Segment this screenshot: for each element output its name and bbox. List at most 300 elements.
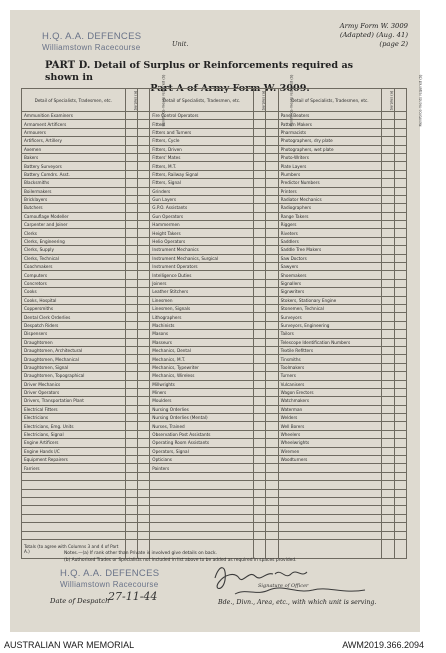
- specialist-name: Fitters: [150, 120, 254, 128]
- surplus-cell: [253, 481, 265, 489]
- specialist-name: Drivers, Transportation Plant: [22, 397, 126, 405]
- reinforcement-cell: [394, 456, 406, 464]
- reinforcement-cell: [394, 162, 406, 170]
- specialist-name: Clerks: [22, 229, 126, 237]
- table-row: [22, 170, 407, 178]
- table-row: [22, 355, 407, 363]
- reinforcement-cell: [137, 153, 149, 161]
- reinforcement-cell: [266, 380, 278, 388]
- surplus-cell: [382, 514, 394, 522]
- specialist-name: Artificers, Artillery: [22, 137, 126, 145]
- specialist-name: Turners: [278, 372, 382, 380]
- reinforcement-cell: [394, 137, 406, 145]
- surplus-cell: [253, 430, 265, 438]
- surplus-cell: [382, 187, 394, 195]
- reinforcement-cell: [266, 128, 278, 136]
- specialist-name: Telescope Identification Numbers: [278, 338, 382, 346]
- surplus-cell: [382, 271, 394, 279]
- reinforcement-cell: [266, 523, 278, 531]
- reinforcement-cell: [266, 179, 278, 187]
- surplus-cell: [382, 221, 394, 229]
- specialist-name: Printers: [278, 187, 382, 195]
- reinforcement-cell: [394, 430, 406, 438]
- surplus-cell: [125, 296, 137, 304]
- surplus-cell: [125, 195, 137, 203]
- specialist-name: [278, 514, 382, 522]
- surplus-cell: [125, 321, 137, 329]
- specialist-name: Height Takers: [150, 229, 254, 237]
- specialist-name: [150, 489, 254, 497]
- reinforcement-cell: [266, 531, 278, 539]
- table-row: [22, 388, 407, 396]
- reinforcement-cell: [266, 405, 278, 413]
- reinforcement-cell: [394, 212, 406, 220]
- reinforcement-cell: [394, 128, 406, 136]
- surplus-cell: [253, 422, 265, 430]
- reinforcement-cell: [394, 288, 406, 296]
- reinforcement-cell: [394, 112, 406, 120]
- surplus-cell: [382, 456, 394, 464]
- table-row: [22, 271, 407, 279]
- specialist-name: Vulcanisers: [278, 380, 382, 388]
- table-row: [22, 338, 407, 346]
- surplus-cell: [125, 128, 137, 136]
- reinforcement-cell: [394, 120, 406, 128]
- reinforcement-cell: [266, 279, 278, 287]
- specialist-name: Toolmakers: [278, 363, 382, 371]
- reinforcement-cell: [394, 497, 406, 505]
- reinforcement-cell: [137, 456, 149, 464]
- table-row: [22, 279, 407, 287]
- surplus-cell: [382, 304, 394, 312]
- reinforcement-cell: [266, 330, 278, 338]
- unit-stamp-line1: H.Q. A.A. DEFENCES: [42, 31, 142, 42]
- reinforcement-cell: [137, 246, 149, 254]
- reinforcement-cell: [137, 237, 149, 245]
- specialist-name: Tinsmiths: [278, 355, 382, 363]
- surplus-cell: [125, 489, 137, 497]
- surplus-cell: [253, 439, 265, 447]
- title-line2: Part A of Army Form W. 3009.: [150, 83, 310, 94]
- surplus-cell: [253, 514, 265, 522]
- surplus-cell: [382, 237, 394, 245]
- reinforcement-cell: [137, 304, 149, 312]
- note-b: (b) Authorised Trades or Specialists not included in list above to be added as required in spaces provided.: [64, 558, 297, 563]
- surplus-cell: [125, 330, 137, 338]
- reinforcement-cell: [137, 506, 149, 514]
- specialist-name: [278, 531, 382, 539]
- specialist-name: Engine Hands I/C: [22, 447, 126, 455]
- reinforcement-cell: [394, 422, 406, 430]
- signature-caption: Signature of Officer: [258, 583, 309, 589]
- specialist-name: Electricians, Signal: [22, 430, 126, 438]
- specialist-name: Saddlers: [278, 237, 382, 245]
- reinforcement-cell: [266, 187, 278, 195]
- reinforcement-cell: [266, 313, 278, 321]
- specialist-name: [150, 472, 254, 480]
- surplus-cell: [382, 439, 394, 447]
- reinforcement-cell: [266, 271, 278, 279]
- reinforcement-cell: [394, 523, 406, 531]
- footer-stamp-line2: Williamstown Racecourse: [60, 580, 159, 589]
- specialist-name: Joiners: [150, 279, 254, 287]
- specialist-name: [278, 472, 382, 480]
- surplus-cell: [253, 531, 265, 539]
- surplus-cell: [125, 464, 137, 472]
- surplus-cell: [253, 363, 265, 371]
- reinforcement-cell: [137, 380, 149, 388]
- reinforcement-cell: [266, 112, 278, 120]
- reinforcement-cell: [394, 506, 406, 514]
- reinforcement-cell: [394, 397, 406, 405]
- reinforcement-cell: [394, 447, 406, 455]
- header-specialist: Detail of Specialists, Tradesmen, etc.: [150, 89, 254, 112]
- specialist-name: Riveters: [278, 229, 382, 237]
- surplus-cell: [253, 170, 265, 178]
- table-row: [22, 254, 407, 262]
- surplus-cell: [253, 321, 265, 329]
- specialist-name: [22, 514, 126, 522]
- footer-stamp-line1: H.Q. A.A. DEFENCES: [60, 568, 160, 579]
- surplus-cell: [253, 388, 265, 396]
- reinforcement-cell: [137, 229, 149, 237]
- surplus-cell: [125, 447, 137, 455]
- surplus-cell: [253, 447, 265, 455]
- reinforcement-cell: [394, 414, 406, 422]
- reinforcement-cell: [137, 254, 149, 262]
- surplus-cell: [125, 170, 137, 178]
- table-row: [22, 464, 407, 472]
- surplus-cell: [253, 120, 265, 128]
- reinforcement-cell: [137, 263, 149, 271]
- surplus-cell: [382, 397, 394, 405]
- surplus-cell: [382, 279, 394, 287]
- specialist-name: Plate Layers: [278, 162, 382, 170]
- bde-line: Bde., Divn., Area, etc., with which unit is serving.: [218, 599, 377, 606]
- surplus-cell: [125, 120, 137, 128]
- surplus-cell: [253, 523, 265, 531]
- reinforcement-cell: [137, 179, 149, 187]
- table-row: [22, 195, 407, 203]
- surplus-cell: [125, 481, 137, 489]
- reinforcement-cell: [394, 489, 406, 497]
- specialist-name: Surveyors: [278, 313, 382, 321]
- reinforcement-cell: [137, 204, 149, 212]
- reinforcement-cell: [394, 388, 406, 396]
- table-row: [22, 422, 407, 430]
- table-row: [22, 162, 407, 170]
- reinforcement-cell: [137, 120, 149, 128]
- surplus-cell: [382, 430, 394, 438]
- reinforcement-cell: [266, 237, 278, 245]
- specialist-name: Linesmen: [150, 296, 254, 304]
- blank-row: [22, 472, 407, 480]
- specialist-name: Stokers, Stationary Engine: [278, 296, 382, 304]
- reinforcement-cell: [137, 128, 149, 136]
- specialist-name: [278, 497, 382, 505]
- surplus-cell: [125, 439, 137, 447]
- surplus-cell: [253, 237, 265, 245]
- reinforcement-cell: [137, 145, 149, 153]
- surplus-cell: [382, 162, 394, 170]
- header-specialist: Detail of Specialists, Tradesmen, etc.: [278, 89, 382, 112]
- surplus-cell: [125, 145, 137, 153]
- reinforcement-cell: [266, 321, 278, 329]
- surplus-cell: [382, 464, 394, 472]
- reinforcement-cell: [394, 346, 406, 354]
- surplus-cell: [253, 212, 265, 220]
- specialist-name: Lithographers: [150, 313, 254, 321]
- header-surplus: Surplus (a): [382, 89, 394, 112]
- specialist-name: Wheelwrights: [278, 439, 382, 447]
- specialist-name: Equipment Repairers: [22, 456, 126, 464]
- specialist-name: Gun Operators: [150, 212, 254, 220]
- reinforcement-cell: [137, 447, 149, 455]
- surplus-cell: [125, 472, 137, 480]
- surplus-cell: [253, 221, 265, 229]
- specialist-name: [278, 506, 382, 514]
- header-reinforcements: Reinforce-ments required (b): [266, 89, 278, 112]
- surplus-cell: [382, 263, 394, 271]
- reinforcement-cell: [266, 204, 278, 212]
- reinforcement-cell: [394, 229, 406, 237]
- surplus-cell: [125, 162, 137, 170]
- reinforcement-cell: [137, 414, 149, 422]
- specialist-name: [278, 464, 382, 472]
- surplus-cell: [382, 380, 394, 388]
- surplus-cell: [125, 137, 137, 145]
- reinforcement-cell: [137, 372, 149, 380]
- reinforcement-cell: [266, 229, 278, 237]
- reinforcement-cell: [266, 304, 278, 312]
- reinforcement-cell: [137, 388, 149, 396]
- reinforcement-cell: [394, 439, 406, 447]
- surplus-cell: [382, 422, 394, 430]
- specialist-name: Draughtsmen, Topographical: [22, 372, 126, 380]
- surplus-cell: [382, 489, 394, 497]
- reinforcement-cell: [266, 388, 278, 396]
- specialist-name: [150, 506, 254, 514]
- specialist-name: Fitters, Cycle: [150, 137, 254, 145]
- specialist-name: Draughtsmen: [22, 338, 126, 346]
- specialist-name: Mechanics, Wireless: [150, 372, 254, 380]
- specialist-name: Fire Control Operators: [150, 112, 254, 120]
- specialist-name: Draughtsmen, Architectural: [22, 346, 126, 354]
- specialist-name: Ammunition Examiners: [22, 112, 126, 120]
- surplus-cell: [253, 304, 265, 312]
- surplus-cell: [125, 405, 137, 413]
- specialist-name: Millwrights: [150, 380, 254, 388]
- surplus-cell: [253, 112, 265, 120]
- surplus-cell: [253, 288, 265, 296]
- reinforcement-cell: [137, 472, 149, 480]
- surplus-cell: [253, 464, 265, 472]
- specialist-name: Observation Post Assistants: [150, 430, 254, 438]
- table-row: [22, 296, 407, 304]
- specialist-name: Nursing Orderlies (Mental): [150, 414, 254, 422]
- surplus-cell: [125, 363, 137, 371]
- specialist-name: Gun Layers: [150, 195, 254, 203]
- reinforcement-cell: [394, 481, 406, 489]
- specialist-name: Fitters, Driven: [150, 145, 254, 153]
- surplus-cell: [253, 254, 265, 262]
- surplus-cell: [125, 346, 137, 354]
- specialist-name: Wiremen: [278, 447, 382, 455]
- table-row: [22, 430, 407, 438]
- specialist-name: Armament Artificers: [22, 120, 126, 128]
- surplus-cell: [125, 422, 137, 430]
- blank-row: [22, 497, 407, 505]
- reinforcement-cell: [266, 363, 278, 371]
- reinforcement-cell: [394, 187, 406, 195]
- reinforcement-cell: [266, 397, 278, 405]
- specialist-name: [278, 523, 382, 531]
- specialist-name: Fitters, Signal: [150, 179, 254, 187]
- specialist-name: Saddle Tree Makers: [278, 246, 382, 254]
- table-row: [22, 414, 407, 422]
- reinforcement-cell: [394, 246, 406, 254]
- reinforcement-cell: [137, 489, 149, 497]
- specialist-name: Mechanics, M.T.: [150, 355, 254, 363]
- specialist-name: Butchers: [22, 204, 126, 212]
- surplus-cell: [382, 405, 394, 413]
- surplus-cell: [125, 514, 137, 522]
- reinforcement-cell: [137, 112, 149, 120]
- table-row: [22, 304, 407, 312]
- surplus-cell: [382, 531, 394, 539]
- specialist-name: Leather Stitchers: [150, 288, 254, 296]
- surplus-cell: [382, 481, 394, 489]
- specialist-name: Fitters, Railway Signal: [150, 170, 254, 178]
- specialist-name: Linesmen, Signals: [150, 304, 254, 312]
- specialist-name: Nurses, Trained: [150, 422, 254, 430]
- surplus-cell: [382, 195, 394, 203]
- specialist-name: Bricklayers: [22, 195, 126, 203]
- specialist-name: Despatch Riders: [22, 321, 126, 329]
- note-a: Notes.—(a) If rank other than Private is involved give details on back.: [64, 551, 217, 556]
- surplus-cell: [382, 288, 394, 296]
- surplus-cell: [125, 187, 137, 195]
- specialist-name: [22, 531, 126, 539]
- reinforcement-cell: [137, 279, 149, 287]
- unit-label: Unit.: [172, 40, 189, 48]
- specialist-name: Blacksmiths: [22, 179, 126, 187]
- blank-row: [22, 514, 407, 522]
- reinforcement-cell: [266, 372, 278, 380]
- surplus-cell: [253, 153, 265, 161]
- surplus-cell: [125, 397, 137, 405]
- reinforcement-cell: [137, 430, 149, 438]
- reinforcement-cell: [266, 195, 278, 203]
- surplus-cell: [125, 221, 137, 229]
- surplus-cell: [125, 456, 137, 464]
- specialist-name: Carpenter and Joiner: [22, 221, 126, 229]
- reinforcement-cell: [266, 170, 278, 178]
- reinforcement-cell: [137, 481, 149, 489]
- blank-row: [22, 523, 407, 531]
- specialist-name: Fitters and Turners: [150, 128, 254, 136]
- specialist-name: Grinders: [150, 187, 254, 195]
- reinforcement-cell: [266, 514, 278, 522]
- specialist-name: Cooks, Hospital: [22, 296, 126, 304]
- surplus-cell: [382, 212, 394, 220]
- table-row: [22, 153, 407, 161]
- specialist-name: Welders: [278, 414, 382, 422]
- reinforcement-cell: [266, 288, 278, 296]
- reinforcement-cell: [137, 397, 149, 405]
- table-row: [22, 380, 407, 388]
- specialist-name: Driver Mechanics: [22, 380, 126, 388]
- surplus-cell: [253, 204, 265, 212]
- surplus-cell: [125, 153, 137, 161]
- blank-row: [22, 531, 407, 539]
- surplus-cell: [125, 414, 137, 422]
- reinforcement-cell: [137, 288, 149, 296]
- surplus-cell: [253, 355, 265, 363]
- surplus-cell: [253, 472, 265, 480]
- surplus-cell: [125, 112, 137, 120]
- specialist-name: Photographers, wet plate: [278, 145, 382, 153]
- reinforcement-cell: [137, 363, 149, 371]
- reinforcement-cell: [266, 221, 278, 229]
- specialists-table: [21, 74, 422, 559]
- surplus-cell: [382, 414, 394, 422]
- surplus-cell: [382, 153, 394, 161]
- surplus-cell: [382, 137, 394, 145]
- reinforcement-cell: [266, 296, 278, 304]
- surplus-cell: [125, 237, 137, 245]
- specialist-name: Fitters, M.T.: [150, 162, 254, 170]
- reinforcement-cell: [137, 221, 149, 229]
- specialist-name: [150, 514, 254, 522]
- specialist-name: Instrument Mechanics, Surgical: [150, 254, 254, 262]
- specialist-name: Masseurs: [150, 338, 254, 346]
- specialist-name: Stonemen, Technical: [278, 304, 382, 312]
- surplus-cell: [382, 346, 394, 354]
- surplus-cell: [253, 246, 265, 254]
- reinforcement-cell: [394, 355, 406, 363]
- reinforcement-cell: [137, 296, 149, 304]
- surplus-cell: [382, 296, 394, 304]
- reinforcement-cell: [137, 313, 149, 321]
- specialist-name: Plumbers: [278, 170, 382, 178]
- surplus-cell: [253, 187, 265, 195]
- specialist-name: Intelligence Duties: [150, 271, 254, 279]
- specialist-name: Radiographers: [278, 204, 382, 212]
- specialist-name: [22, 506, 126, 514]
- specialist-name: [22, 489, 126, 497]
- surplus-cell: [125, 271, 137, 279]
- specialist-name: Opticians: [150, 456, 254, 464]
- specialist-name: G.P.O. Assistants: [150, 204, 254, 212]
- reinforcement-cell: [137, 464, 149, 472]
- surplus-cell: [253, 397, 265, 405]
- reinforcement-cell: [266, 355, 278, 363]
- header-surplus: Surplus (a): [125, 89, 137, 112]
- reinforcement-cell: [137, 170, 149, 178]
- reinforcement-cell: [266, 472, 278, 480]
- despatch-label: Date of Despatch: [50, 597, 110, 605]
- reinforcement-cell: [137, 422, 149, 430]
- reinforcement-cell: [266, 447, 278, 455]
- surplus-cell: [382, 120, 394, 128]
- table-row: [22, 439, 407, 447]
- reinforcement-cell: [394, 304, 406, 312]
- surplus-cell: [382, 506, 394, 514]
- reinforcement-cell: [394, 204, 406, 212]
- reinforcement-cell: [266, 422, 278, 430]
- header-specialist: Detail of Specialists, Tradesmen, etc.: [22, 89, 126, 112]
